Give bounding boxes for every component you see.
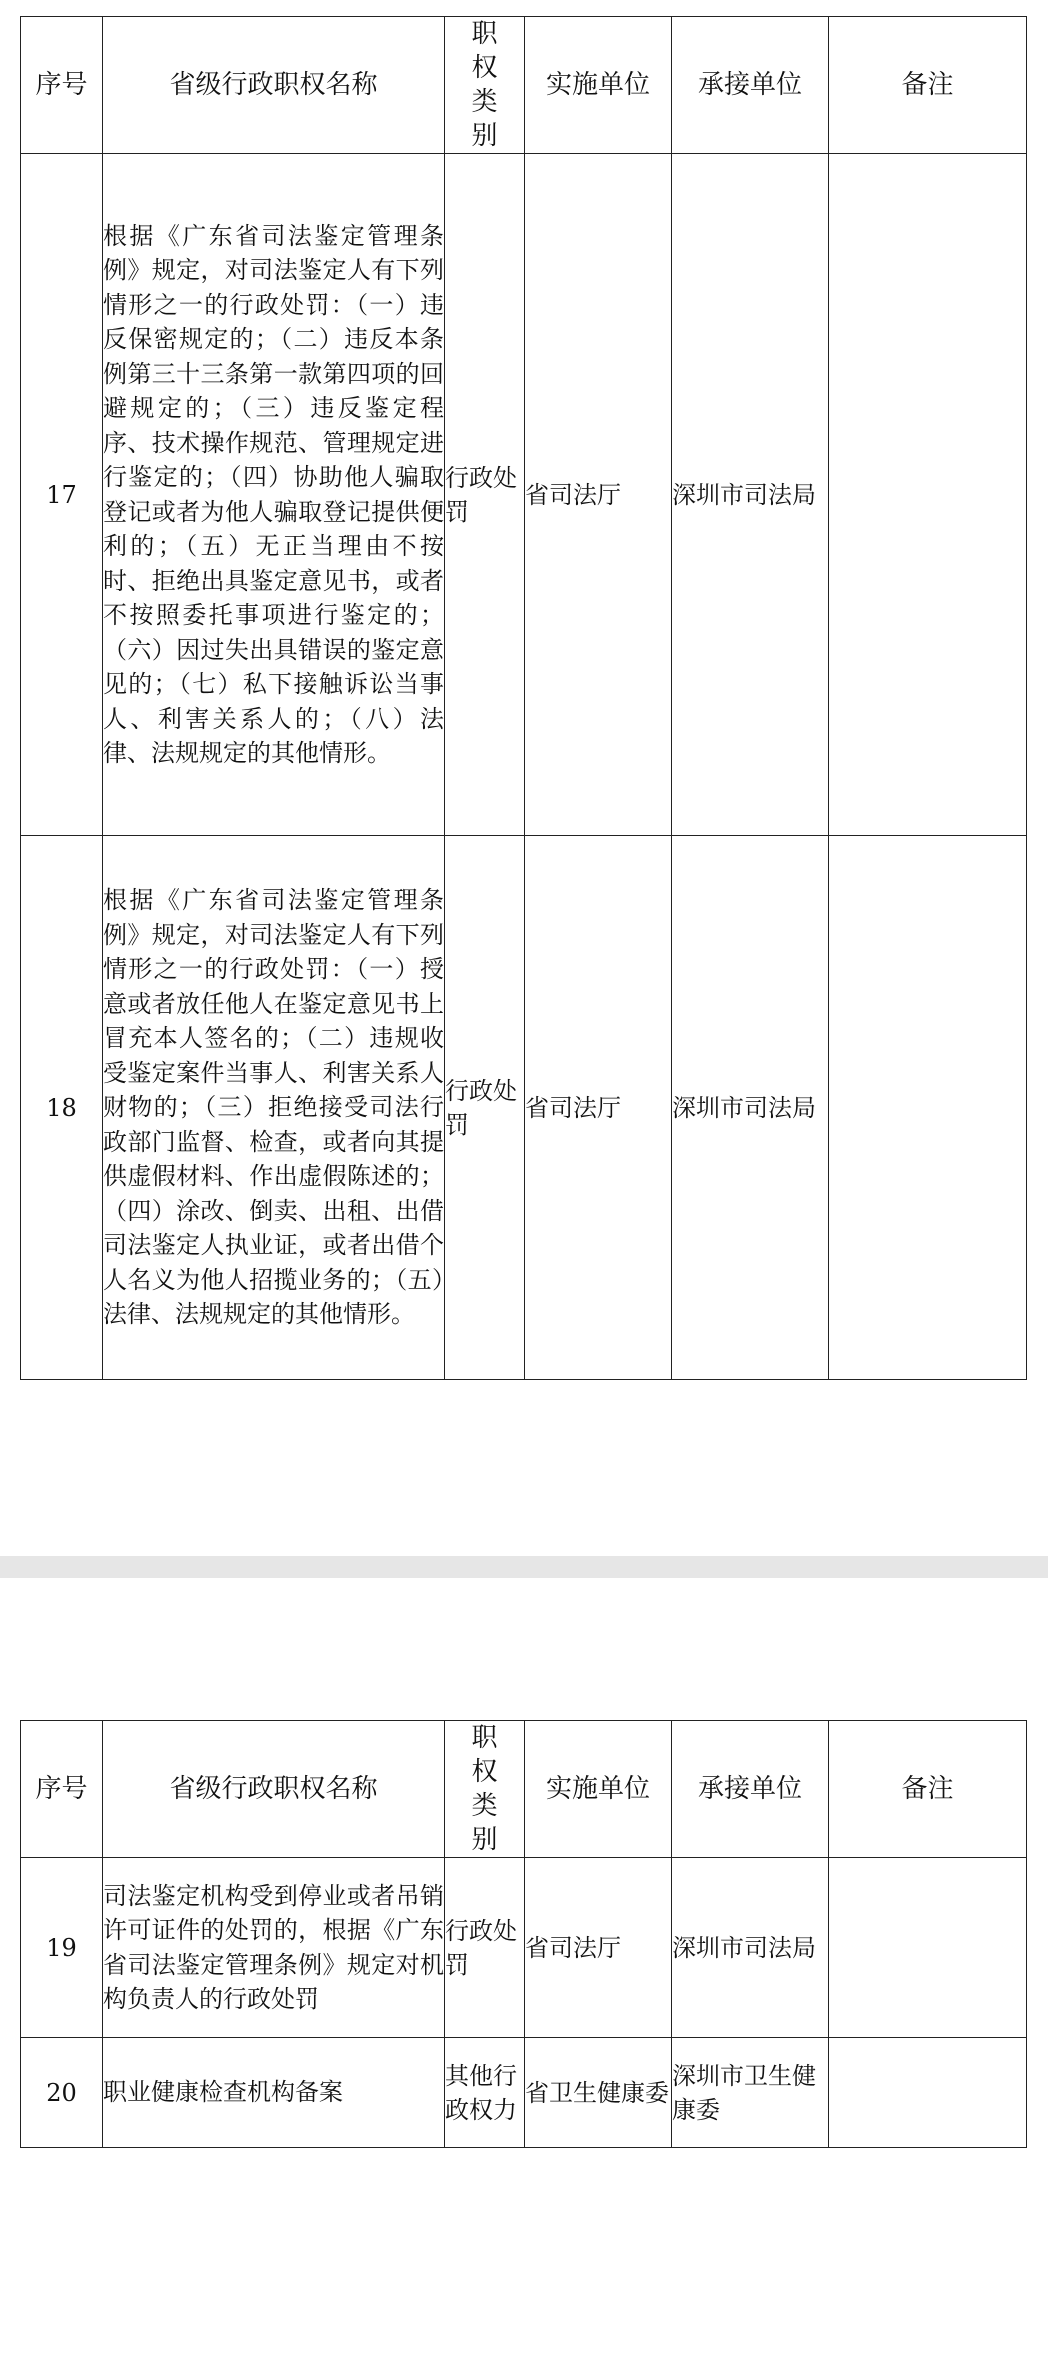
row-implementer: 省卫生健康委 [525, 2038, 672, 2148]
row-category: 行政处罚 [445, 836, 525, 1380]
row-name: 根据《广东省司法鉴定管理条例》规定，对司法鉴定人有下列情形之一的行政处罚：（一）授意或者放任他人在鉴定意见书上冒充本人签名的；（二）违规收受鉴定案件当事人、利害关系人财物的；（三）拒绝接受司法行政部门监督、检查，或者向其提供虚假材料、作出虚假陈述的；（四）涂改、倒卖、出租、出借司法鉴定人执业证，或者出借个人名义为他人招揽业务的；（五）法律、法规规定的其他情形。 [103, 836, 445, 1380]
header-implementer: 实施单位 [525, 1721, 672, 1858]
header-category: 职权类别 [445, 1721, 525, 1858]
row-category: 其他行政权力 [445, 2038, 525, 2148]
row-name: 职业健康检查机构备案 [103, 2038, 445, 2148]
row-no: 20 [21, 2038, 103, 2148]
row-receiver: 深圳市司法局 [672, 1858, 829, 2038]
row-category: 行政处罚 [445, 1858, 525, 2038]
table-row [21, 836, 1027, 1380]
header-remark: 备注 [829, 1721, 1027, 1858]
row-implementer: 省司法厅 [525, 154, 672, 836]
row-remark [829, 836, 1027, 1380]
page-separator [0, 1556, 1048, 1578]
row-remark [829, 154, 1027, 836]
row-no: 18 [21, 836, 103, 1380]
table-header-row [21, 17, 1027, 154]
powers-table-page1 [20, 16, 1027, 1380]
row-no: 17 [21, 154, 103, 836]
header-category: 职权类别 [445, 17, 525, 154]
row-name: 司法鉴定机构受到停业或者吊销许可证件的处罚的，根据《广东省司法鉴定管理条例》规定对机构负责人的行政处罚 [103, 1858, 445, 2038]
table-header-row [21, 1721, 1027, 1858]
header-name: 省级行政职权名称 [103, 1721, 445, 1858]
row-implementer: 省司法厅 [525, 836, 672, 1380]
header-implementer: 实施单位 [525, 17, 672, 154]
row-category: 行政处罚 [445, 154, 525, 836]
header-receiver: 承接单位 [672, 17, 829, 154]
header-no: 序号 [21, 1721, 103, 1858]
row-receiver: 深圳市司法局 [672, 154, 829, 836]
row-receiver: 深圳市司法局 [672, 836, 829, 1380]
row-no: 19 [21, 1858, 103, 2038]
row-remark [829, 1858, 1027, 2038]
row-receiver: 深圳市卫生健康委 [672, 2038, 829, 2148]
row-remark [829, 2038, 1027, 2148]
header-remark: 备注 [829, 17, 1027, 154]
row-name: 根据《广东省司法鉴定管理条例》规定，对司法鉴定人有下列情形之一的行政处罚：（一）违反保密规定的；（二）违反本条例第三十三条第一款第四项的回避规定的；（三）违反鉴定程序、技术操作规范、管理规定进行鉴定的；（四）协助他人骗取登记或者为他人骗取登记提供便利的；（五）无正当理由不按时、拒绝出具鉴定意见书，或者不按照委托事项进行鉴定的；（六）因过失出具错误的鉴定意见的；（七）私下接触诉讼当事人、利害关系人的；（八）法律、法规规定的其他情形。 [103, 154, 445, 836]
table-row [21, 154, 1027, 836]
header-name: 省级行政职权名称 [103, 17, 445, 154]
header-no: 序号 [21, 17, 103, 154]
header-receiver: 承接单位 [672, 1721, 829, 1858]
powers-table-page2 [20, 1720, 1027, 2148]
table-row [21, 2038, 1027, 2148]
row-implementer: 省司法厅 [525, 1858, 672, 2038]
table-row [21, 1858, 1027, 2038]
